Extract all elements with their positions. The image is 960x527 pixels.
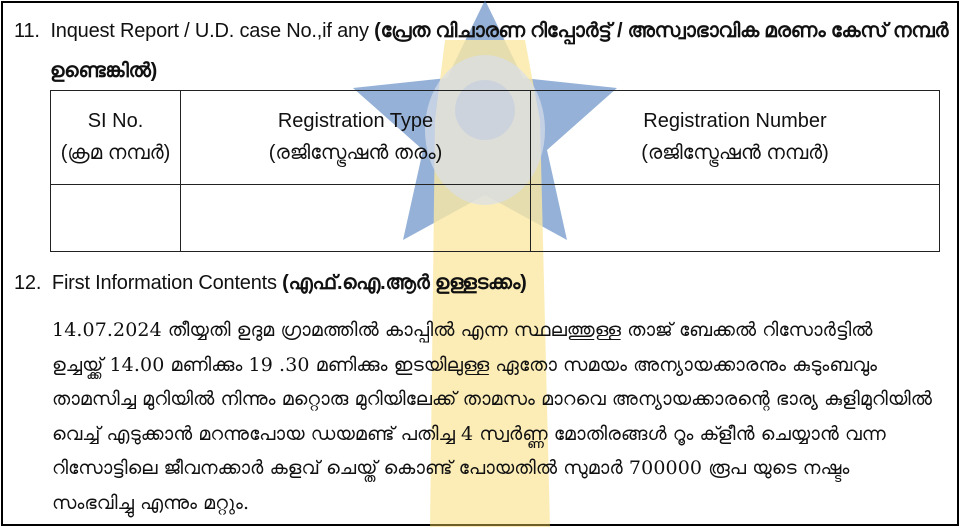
paragraph-line: വെച്ച് എടുക്കാൻ മറന്നുപോയ ഡയമണ്ട് പതിച്ച 4 സ്വർണ്ണ മോതിരങ്ങൾ റൂം ക്ളീൻ ചെയ്യാൻ വന്ന xyxy=(52,422,886,445)
section-12-title-en: First Information Contents xyxy=(51,272,277,294)
section-12-title-ml: (എഫ്.ഐ.ആർ ഉള്ളടക്കം) xyxy=(282,272,527,294)
header-en: SI No. xyxy=(87,110,144,133)
header-registration-type xyxy=(181,91,531,185)
header-registration-number xyxy=(531,91,940,185)
table-cell xyxy=(51,184,181,251)
table-row xyxy=(51,184,940,251)
paragraph-line: താമസിച്ച മുറിയിൽ നിന്നും മറ്റൊരു മുറിയിലേക്ക് താമസം മാറവെ അന്യായക്കാരന്റെ ഭാര്യ കുളിമുറിയിൽ xyxy=(52,388,933,410)
table-cell xyxy=(181,184,531,251)
paragraph-line: 14.07.2024 തീയ്യതി ഉദുമ ഗ്രാമത്തിൽ കാപ്പിൽ എന്ന സ്ഥലത്തുള്ള താജ് ബേക്കൽ റിസോർട്ടിൽ xyxy=(52,319,873,341)
section-12-number: 12. xyxy=(14,272,42,294)
section-11-number: 11. xyxy=(14,20,40,42)
section-12-heading xyxy=(14,270,527,296)
table-header-row xyxy=(51,91,940,185)
header-ml: (രജിസ്ട്രേഷൻ നമ്പർ) xyxy=(641,142,829,165)
table-cell xyxy=(531,184,940,251)
registration-table xyxy=(50,90,940,252)
first-information-paragraph xyxy=(52,313,947,520)
header-ml: (രജിസ്ട്രേഷൻ തരം) xyxy=(268,142,443,165)
paragraph-line: സംഭവിച്ചു എന്നും മറ്റും. xyxy=(52,491,250,514)
header-en: Registration Type xyxy=(277,110,434,133)
header-sl-no xyxy=(51,91,181,185)
section-11-heading xyxy=(14,18,948,44)
section-11-heading-cont xyxy=(50,58,157,84)
section-11-title-en: Inquest Report / U.D. case No.,if any xyxy=(50,20,369,42)
header-en: Registration Number xyxy=(643,110,827,133)
header-ml: (ക്രമ നമ്പർ) xyxy=(60,142,171,165)
paragraph-line: റിസോട്ടിലെ ജീവനക്കാർ കളവ് ചെയ്ത് കൊണ്ട് പോയതിൽ സുമാർ 700000 രൂപ യുടെ നഷ്ടം xyxy=(52,457,850,479)
section-11-title-ml: (പ്രേത വിചാരണ റിപ്പോർട്ട് / അസ്വാഭാവിക മരണം കേസ് നമ്പർ xyxy=(374,20,949,42)
section-11-title-ml-cont: ഉണ്ടെങ്കിൽ) xyxy=(50,60,158,82)
paragraph-line: ഉച്ചയ്ക്ക് 14.00 മണിക്കും 19 .30 മണിക്കും ഇടയിലുള്ള ഏതോ സമയം അന്യായക്കാരനും കുടുംബവും xyxy=(52,353,878,376)
